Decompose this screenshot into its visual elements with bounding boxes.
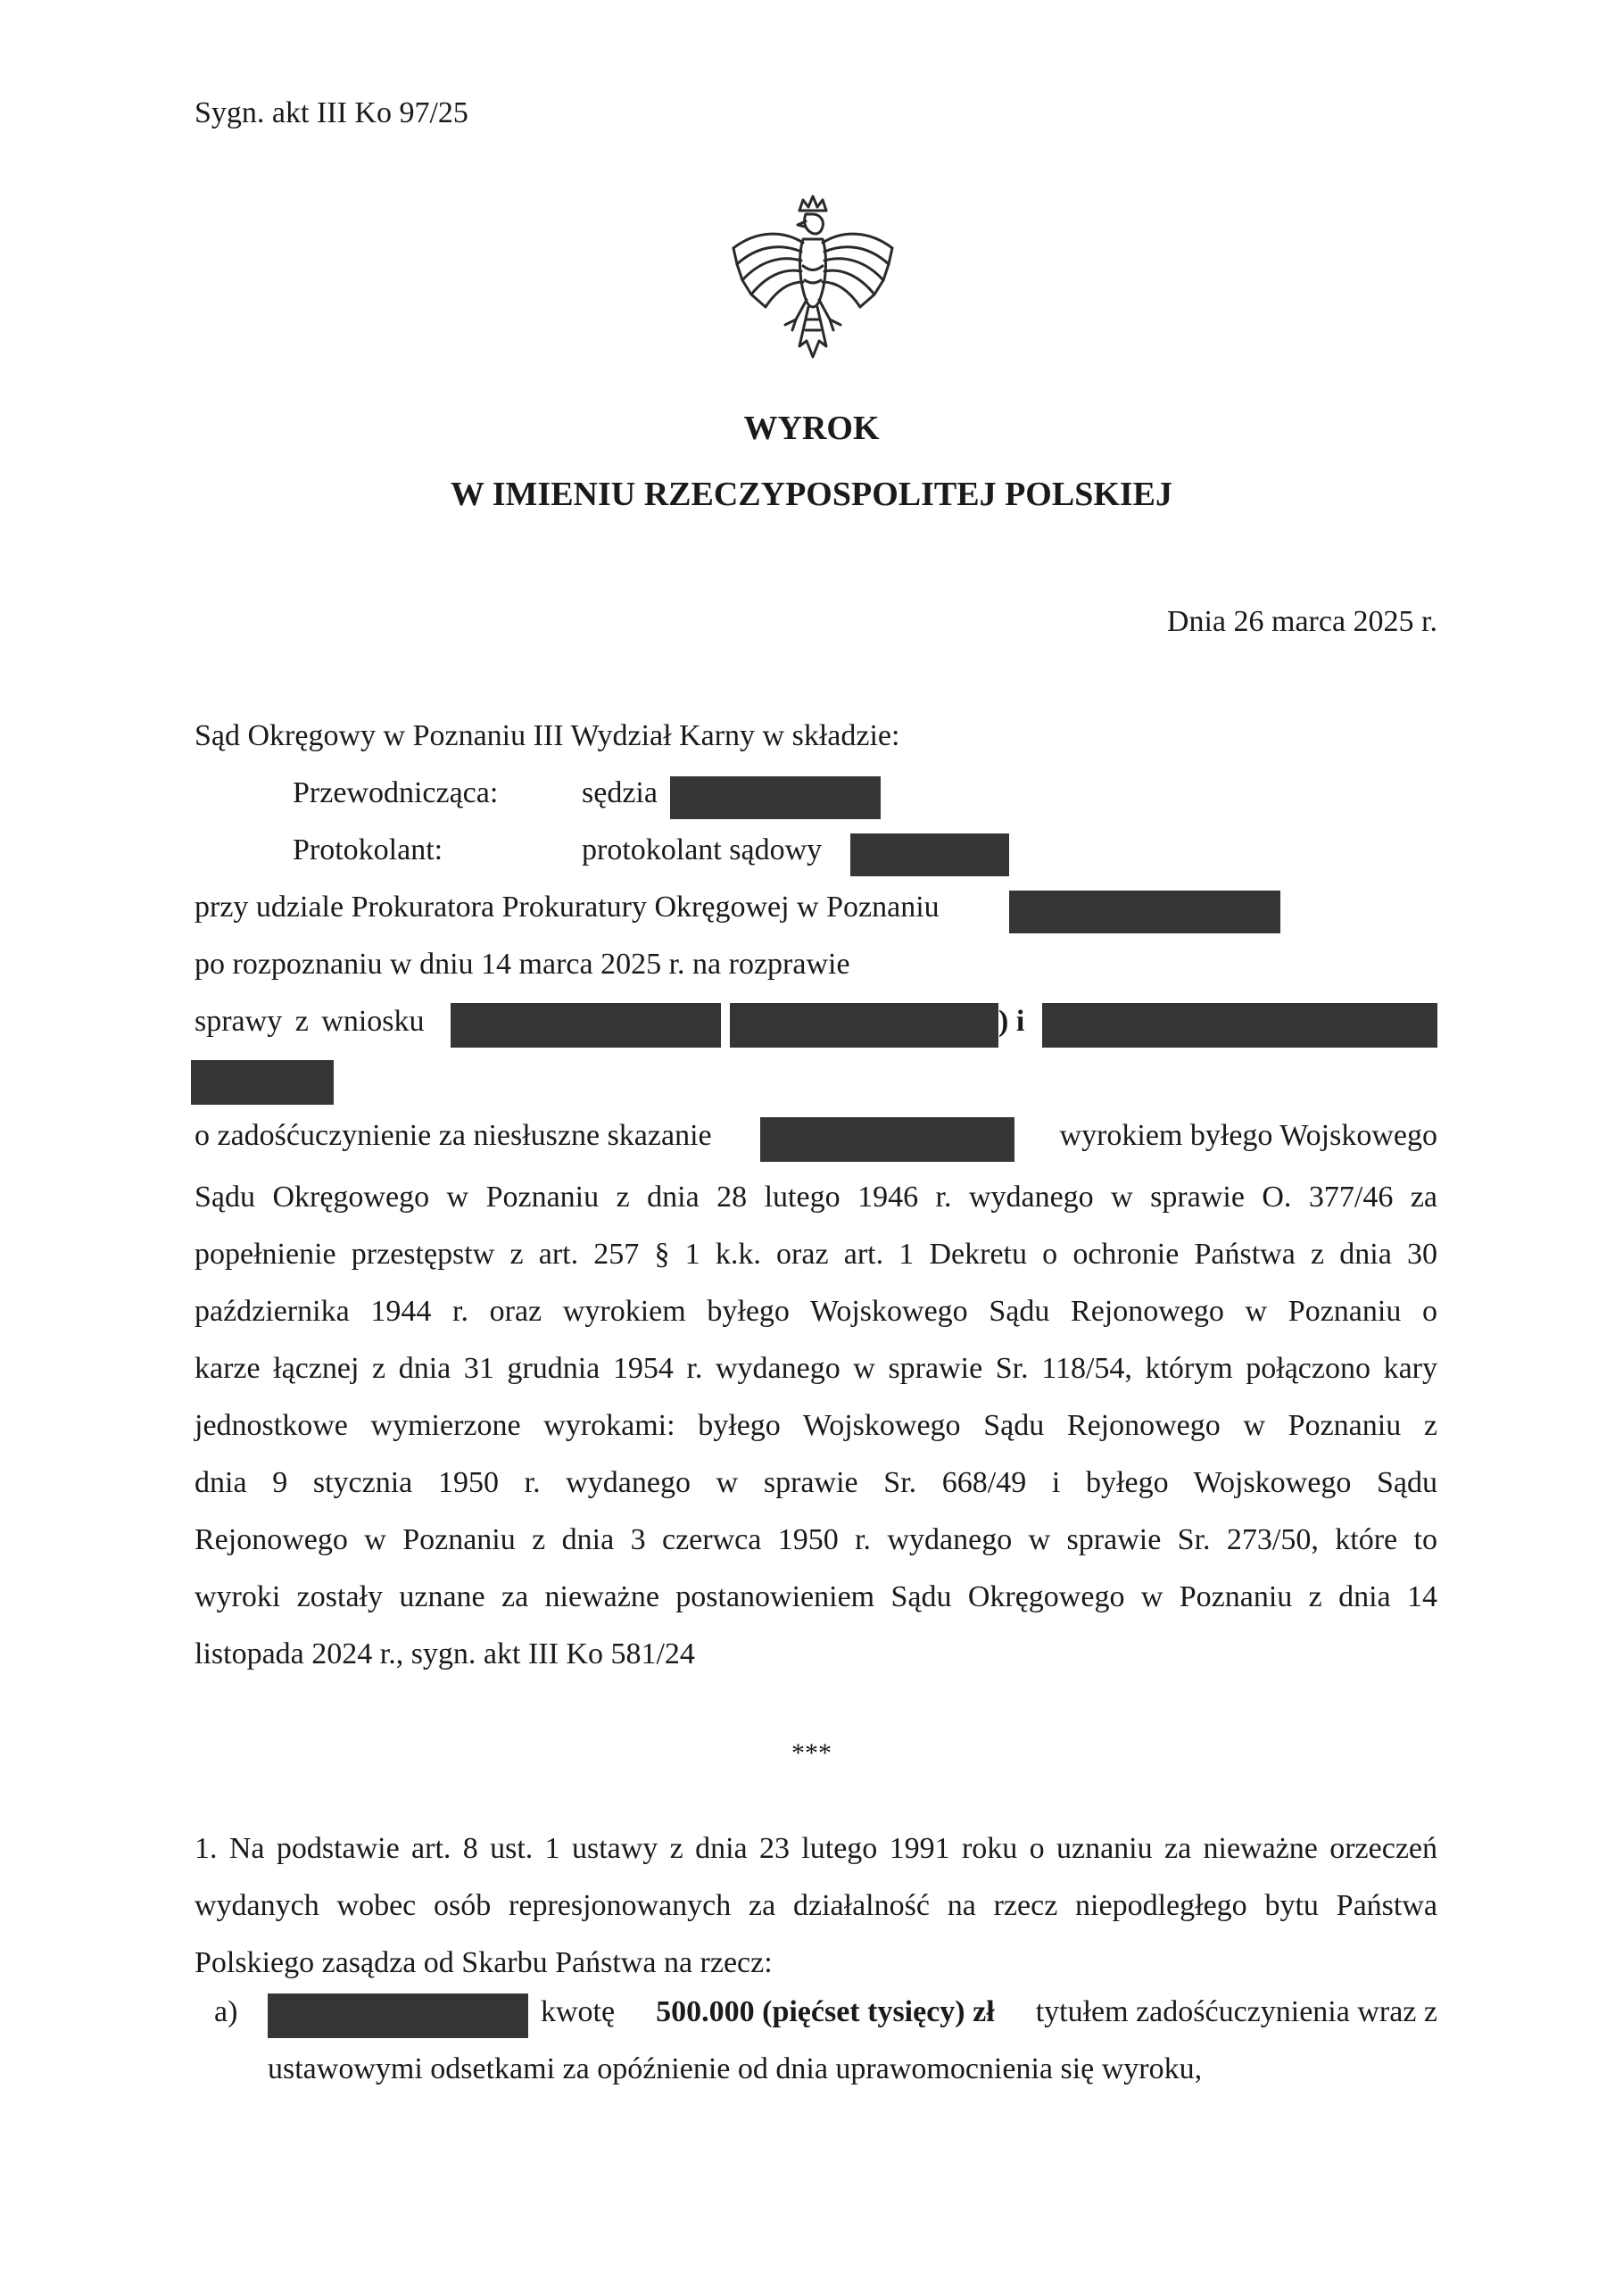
subject-line: dnia 9 stycznia 1950 r. wydanego w sprawie Sr. 668/49 i byłego Wojskowego Sądu xyxy=(195,1466,1437,1499)
case-signature: Sygn. akt III Ko 97/25 xyxy=(195,96,468,129)
redaction-block xyxy=(730,1003,998,1048)
ruling-line: 1. Na podstawie art. 8 ust. 1 ustawy z dnia 23 lutego 1991 roku o uznaniu za nieważne orzeczeń xyxy=(195,1832,1437,1865)
item-a-first-line xyxy=(541,1995,1437,2029)
subject-line: października 1944 r. oraz wyrokiem byłego Wojskowego Sądu Rejonowego w Poznaniu o xyxy=(195,1295,1437,1328)
item-a-second-line: ustawowymi odsetkami za opóźnienie od dnia uprawomocnienia się wyroku, xyxy=(268,2052,1203,2085)
redaction-block xyxy=(760,1117,1014,1162)
redaction-block xyxy=(1042,1003,1437,1048)
presiding-value: sędzia xyxy=(582,776,658,809)
subject-first-line-end: wyrokiem byłego Wojskowego xyxy=(1059,1119,1437,1152)
presiding-label: Przewodnicząca: xyxy=(293,776,499,809)
judgment-date: Dnia 26 marca 2025 r. xyxy=(1166,605,1437,638)
subject-line: jednostkowe wymierzone wyrokami: byłego Wojskowego Sądu Rejonowego w Poznaniu z xyxy=(195,1409,1437,1442)
subject-line: Sądu Okręgowego w Poznaniu z dnia 28 lutego 1946 r. wydanego w sprawie O. 377/46 za xyxy=(195,1181,1437,1214)
item-a-post: tytułem zadośćuczynienia wraz z xyxy=(1035,1995,1437,2028)
judgment-subtitle: W IMIENIU RZECZYPOSPOLITEJ POLSKIEJ xyxy=(450,476,1173,513)
hearing-line: po rozpoznaniu w dniu 14 marca 2025 r. na rozprawie xyxy=(195,948,850,981)
item-a-pre: kwotę xyxy=(541,1995,616,2028)
subject-line: karze łącznej z dnia 31 grudnia 1954 r. wydanego w sprawie Sr. 118/54, którym połączono kary xyxy=(195,1352,1437,1385)
subject-line: listopada 2024 r., sygn. akt III Ko 581/24 xyxy=(195,1637,695,1670)
section-separator: *** xyxy=(791,1738,832,1768)
redaction-block xyxy=(850,833,1009,876)
redaction-block xyxy=(451,1003,721,1048)
redaction-block xyxy=(1009,891,1280,933)
motion-conjunction: ) i xyxy=(998,1005,1025,1038)
ruling-line: wydanych wobec osób represjonowanych za działalność na rzecz niepodległego bytu Państwa xyxy=(195,1889,1437,1922)
ruling-line: Polskiego zasądza od Skarbu Państwa na rzecz: xyxy=(195,1946,773,1979)
subject-first-line-start: o zadośćuczynienie za niesłuszne skazanie xyxy=(195,1119,712,1152)
subject-line: Rejonowego w Poznaniu z dnia 3 czerwca 1950 r. wydanego w sprawie Sr. 273/50, które to xyxy=(195,1523,1437,1556)
clerk-label: Protokolant: xyxy=(293,833,443,866)
subject-line: wyroki zostały uznane za nieważne postanowieniem Sądu Okręgowego w Poznaniu z dnia 14 xyxy=(195,1580,1437,1613)
item-a-amount: 500.000 (pięćset tysięcy) zł xyxy=(656,1995,995,2028)
ruling-point-1 xyxy=(195,1820,1437,1992)
redaction-block xyxy=(268,1993,528,2038)
motion-label: sprawy z wniosku xyxy=(195,1005,425,1038)
subject-paragraph xyxy=(195,1169,1437,1683)
item-a-label: a) xyxy=(214,1995,238,2028)
redaction-block xyxy=(191,1060,334,1105)
redaction-block xyxy=(670,776,881,819)
judgment-title: WYROK xyxy=(743,410,880,447)
clerk-value: protokolant sądowy xyxy=(582,833,823,866)
prosecutor-line: przy udziale Prokuratora Prokuratury Okręgowej w Poznaniu xyxy=(195,891,940,924)
subject-line: popełnienie przestępstw z art. 257 § 1 k.k. oraz art. 1 Dekretu o ochronie Państwa z dnia 30 xyxy=(195,1238,1437,1271)
polish-eagle-emblem-icon xyxy=(721,195,905,373)
court-composition-line: Sąd Okręgowy w Poznaniu III Wydział Karny w składzie: xyxy=(195,719,900,752)
